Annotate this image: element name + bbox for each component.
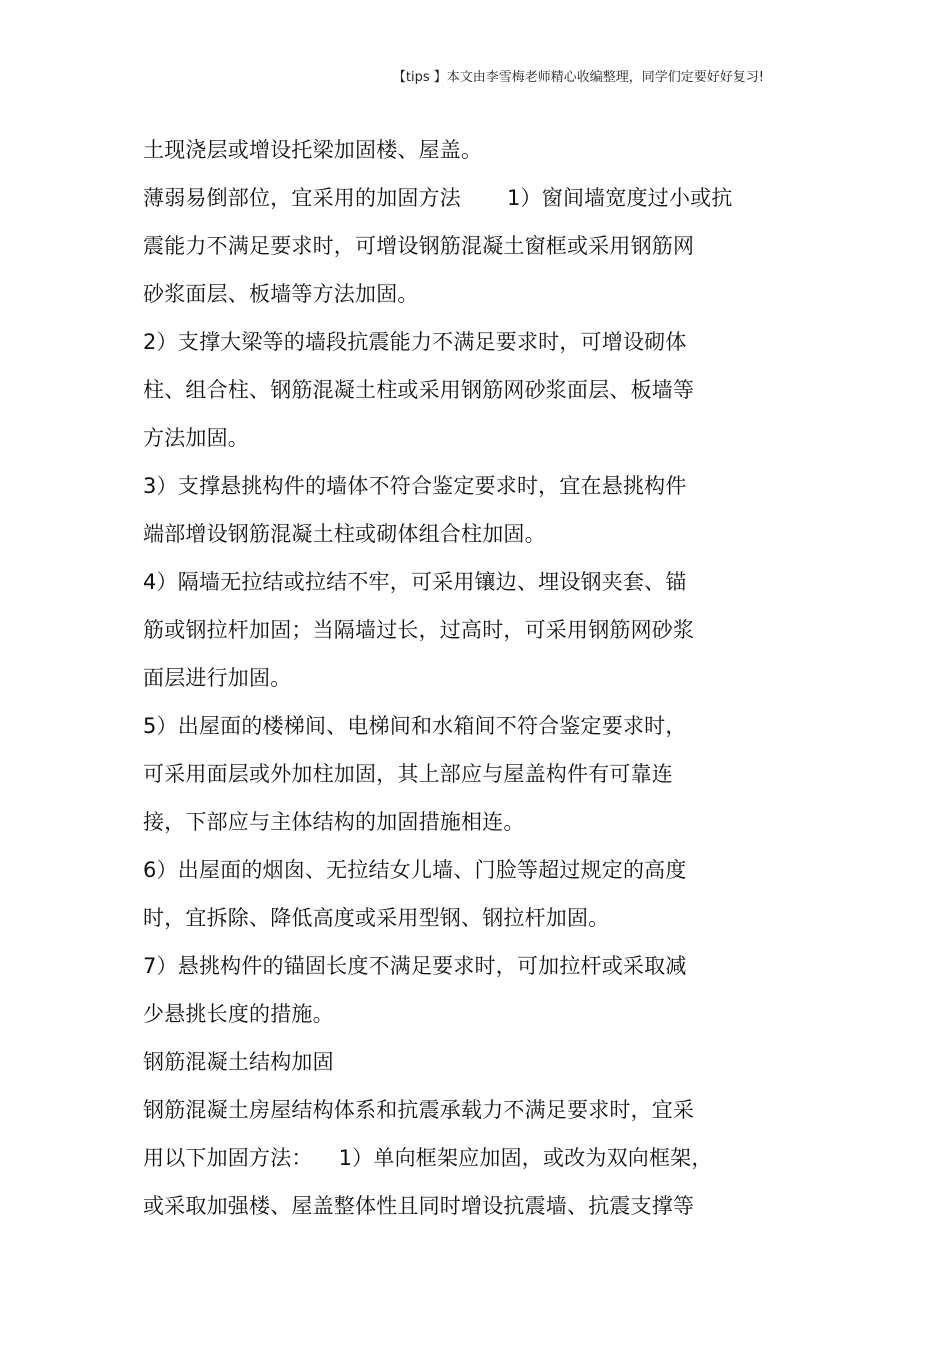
header-tips-note: 【tips 】本文由李雪梅老师精心收编整理，同学们定要好好复习!: [392, 70, 764, 85]
text-line: 可采用面层或外加柱加固，其上部应与屋盖构件有可靠连: [143, 762, 673, 786]
text-line: 接，下部应与主体结构的加固措施相连。: [143, 810, 525, 834]
text-line: 面层进行加固。: [143, 666, 292, 690]
text-line: 土现浇层或增设托梁加固楼、屋盖。: [143, 138, 483, 162]
text-segment: 薄弱易倒部位，宜采用的加固方法: [143, 186, 461, 210]
text-line: 柱、组合柱、钢筋混凝土柱或采用钢筋网砂浆面层、板墙等: [143, 378, 695, 402]
text-line: 2）支撑大梁等的墙段抗震能力不满足要求时，可增设砌体: [143, 330, 687, 354]
text-line-compound: [143, 174, 803, 222]
text-line-compound: [143, 1134, 803, 1182]
text-line: 方法加固。: [143, 426, 249, 450]
text-line: 少悬挑长度的措施。: [143, 1002, 334, 1026]
text-segment: 1）单向框架应加固，或改为双向框架，: [338, 1146, 713, 1170]
text-line: 5）出屋面的楼梯间、电梯间和水箱间不符合鉴定要求时，: [143, 714, 687, 738]
text-line: 或采取加强楼、屋盖整体性且同时增设抗震墙、抗震支撑等: [143, 1194, 695, 1218]
text-line: 钢筋混凝土房屋结构体系和抗震承载力不满足要求时，宜采: [143, 1098, 695, 1122]
text-line: 震能力不满足要求时，可增设钢筋混凝土窗框或采用钢筋网: [143, 234, 695, 258]
document-body: [143, 126, 803, 1230]
text-segment: 1）窗间墙宽度过小或抗: [507, 186, 733, 210]
text-line: 端部增设钢筋混凝土柱或砌体组合柱加固。: [143, 522, 546, 546]
text-line: 3）支撑悬挑构件的墙体不符合鉴定要求时，宜在悬挑构件: [143, 474, 687, 498]
text-line: 砂浆面层、板墙等方法加固。: [143, 282, 419, 306]
section-heading: 钢筋混凝土结构加固: [143, 1050, 334, 1074]
text-line: 筋或钢拉杆加固；当隔墙过长，过高时，可采用钢筋网砂浆: [143, 618, 695, 642]
text-line: 7）悬挑构件的锚固长度不满足要求时，可加拉杆或采取减: [143, 954, 687, 978]
text-segment: 用以下加固方法：: [143, 1146, 313, 1170]
text-line: 6）出屋面的烟囱、无拉结女儿墙、门脸等超过规定的高度: [143, 858, 687, 882]
text-line: 4）隔墙无拉结或拉结不牢，可采用镶边、埋设钢夹套、锚: [143, 570, 687, 594]
text-line: 时，宜拆除、降低高度或采用型钢、钢拉杆加固。: [143, 906, 610, 930]
